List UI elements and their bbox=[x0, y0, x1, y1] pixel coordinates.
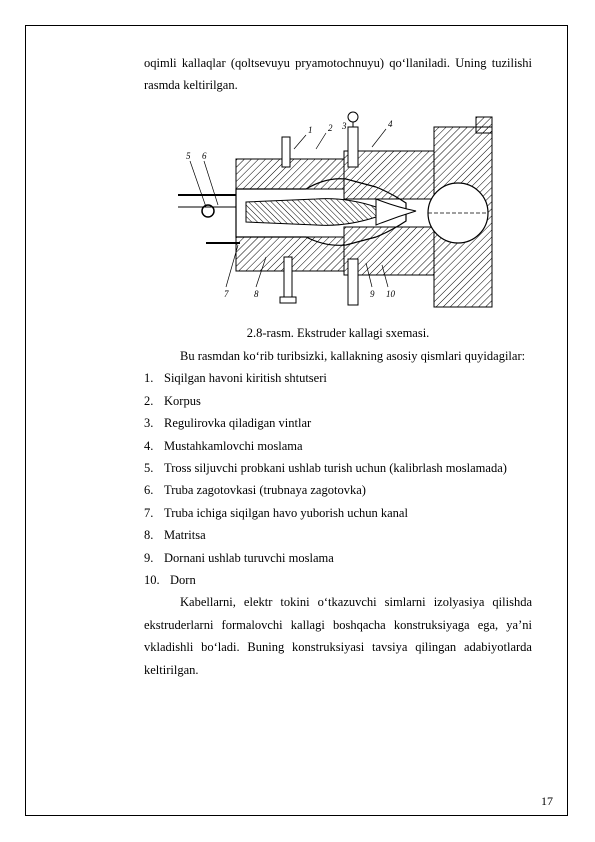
list-item: 2. Korpus bbox=[144, 393, 201, 408]
list-item: 4. Mustahkamlovchi moslama bbox=[144, 438, 303, 453]
list-item: 9. Dornani ushlab turuvchi moslama bbox=[144, 550, 334, 565]
figure-label-4: 4 bbox=[388, 119, 393, 129]
list-item: 1. Siqilgan havoni kiritish shtutseri bbox=[144, 371, 327, 386]
list-intro-paragraph: Bu rasmdan ko‘rib turibsizki, kallakning asosiy qismlari quyidagilar: bbox=[180, 349, 526, 363]
parts-list bbox=[144, 367, 532, 591]
page-number: 17 bbox=[541, 794, 553, 808]
list-item: 6. Truba zagotovkasi (trubnaya zagotovka) bbox=[144, 483, 366, 498]
body-text bbox=[144, 345, 532, 681]
extruder-head-drawing bbox=[176, 107, 498, 313]
figure-label-6: 6 bbox=[202, 151, 207, 161]
figure-caption: 2.8-rasm. Ekstruder kallagi sxemasi. bbox=[246, 326, 430, 340]
list-item: 8. Matritsa bbox=[144, 528, 206, 543]
list-item: 3. Regulirovka qiladigan vintlar bbox=[144, 416, 312, 431]
list-item: 10. Dorn bbox=[144, 573, 196, 588]
figure-label-2: 2 bbox=[328, 123, 333, 133]
figure-label-9: 9 bbox=[370, 289, 375, 299]
figure-label-7: 7 bbox=[224, 289, 229, 299]
list-item: 5. Tross siljuvchi probkani ushlab turish uchun (kalibrlash moslamada) bbox=[144, 461, 507, 476]
figure-label-3: 3 bbox=[342, 121, 347, 131]
figure-label-10: 10 bbox=[386, 289, 395, 299]
list-item: 7. Truba ichiga siqilgan havo yuborish uchun kanal bbox=[144, 505, 408, 520]
intro-paragraph: oqimli kallaqlar (qoltsevuyu pryamotochnuyu) qo‘llaniladi. Uning tuzilishi rasmda keltirilgan. bbox=[144, 56, 532, 93]
figure-label-5: 5 bbox=[186, 151, 191, 161]
closing-paragraph: Kabellarni, elektr tokini o‘tkazuvchi simlarni izolyasiya qilishda ekstruderlarni formalovchi kallagi boshqacha konstruksiyaga ega, ya’ni vkladishli bo‘ladi. Buning konstruksiyasi tavsiya qilingan adabiyotlarda keltirilgan. bbox=[144, 595, 532, 677]
figure-label-1: 1 bbox=[308, 125, 313, 135]
figure-label-8: 8 bbox=[254, 289, 259, 299]
